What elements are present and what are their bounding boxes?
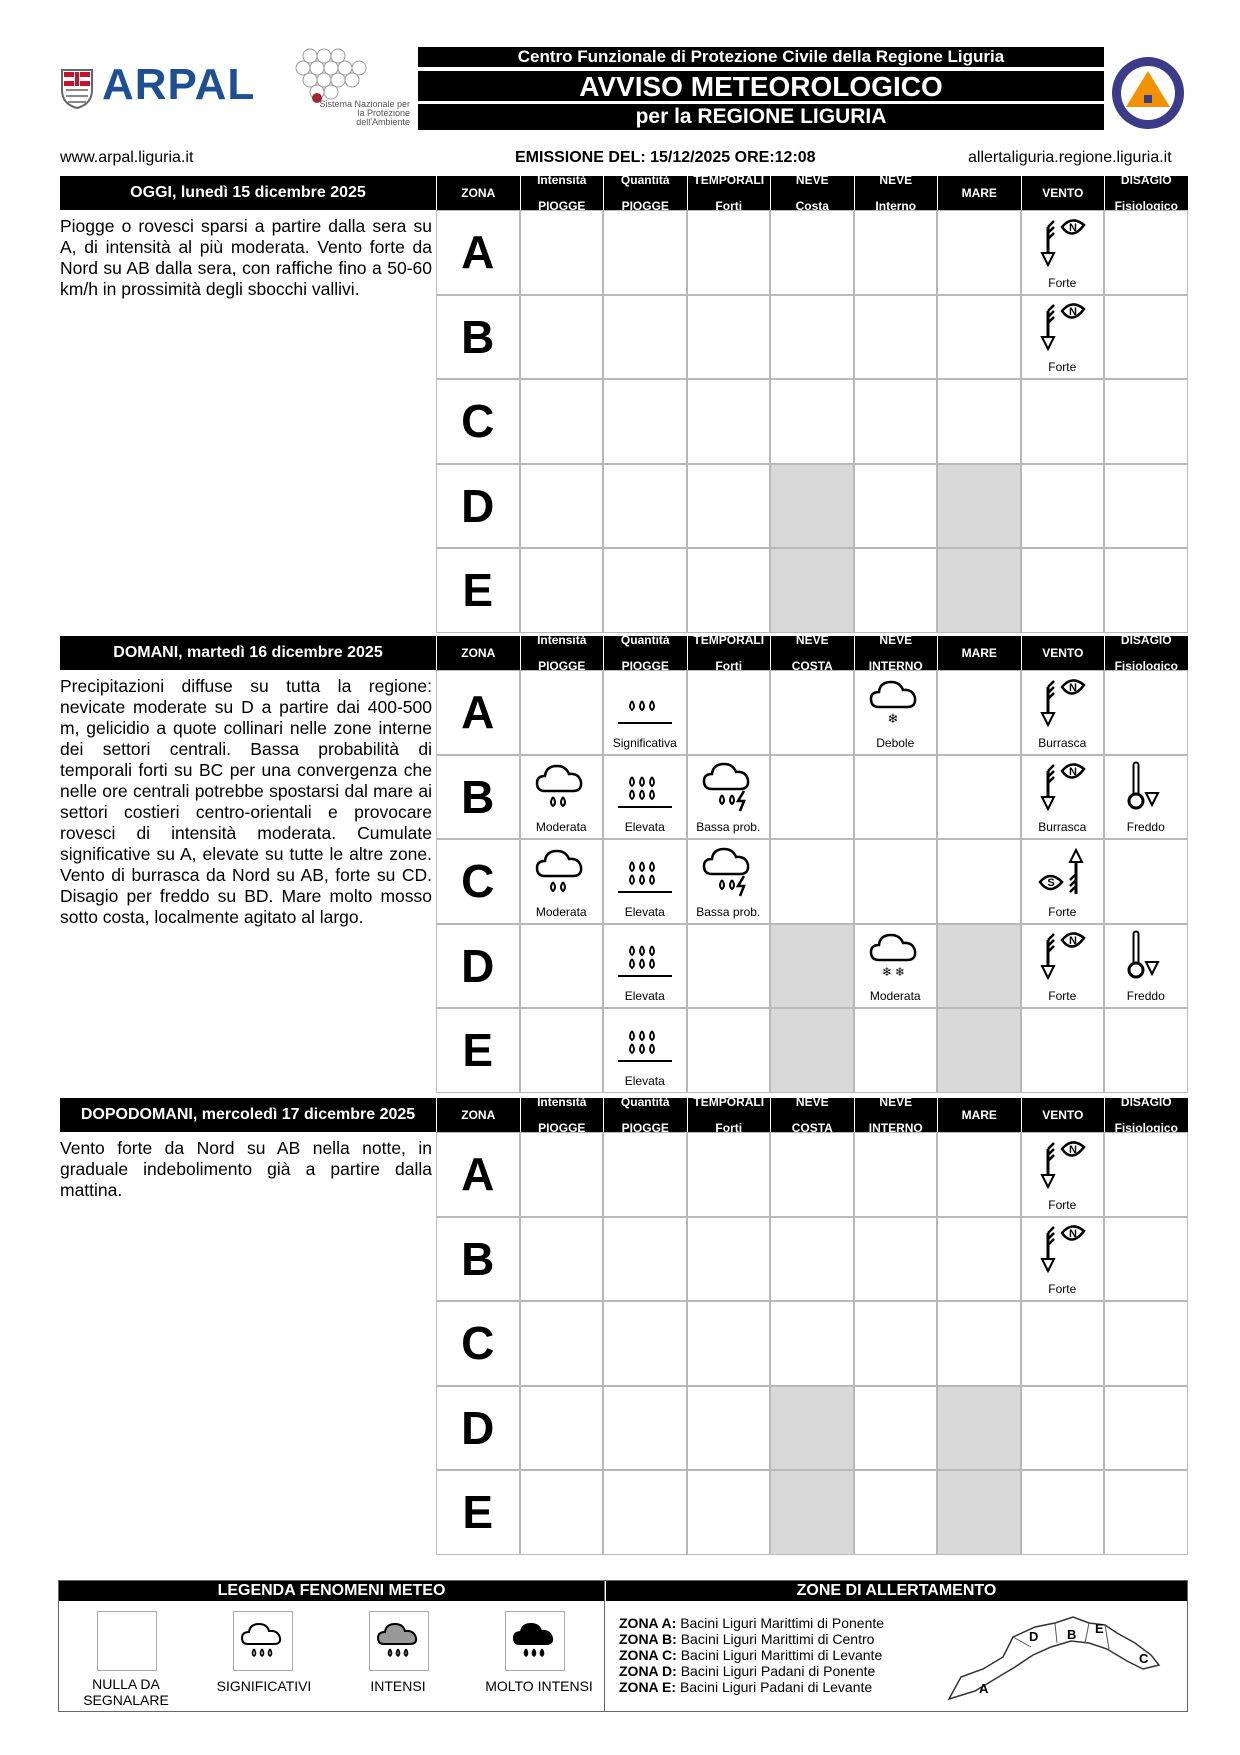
cell-b-qp [603,1217,687,1302]
cell-e-neve-int [854,548,938,633]
zones-title: ZONE DI ALLERTAMENTO [606,1581,1187,1601]
cell-a-mare [937,670,1021,755]
icon-label: Elevata [624,1073,665,1088]
zone-label-b: B [436,755,520,840]
cell-c-neve-costa [770,839,854,924]
cell-c-vento [1021,839,1105,924]
icon-label: Moderata [535,820,587,834]
col-header-neve-costa: NEVE Costa [770,176,854,210]
cell-e-neve-costa [770,548,854,633]
legend-label-nulla: NULLA DA SEGNALARE [83,1676,169,1708]
col-header-ip: Intensità PIOGGE [520,1098,604,1132]
cell-c-vento [1021,379,1105,464]
col-header-neve-costa: NEVE COSTA [770,1098,854,1132]
cell-a-neve-int [854,1132,938,1217]
liguria-zones-map [939,1603,1179,1708]
cell-e-neve-costa [770,1008,854,1093]
legend-swatch-intensi [369,1611,429,1671]
cell-e-neve-int [854,1008,938,1093]
cell-b-mare [937,755,1021,840]
thermometer-cold-icon [1118,930,1174,987]
icon-label: Freddo [1126,989,1165,1003]
map-label-e: E [1095,1621,1104,1636]
protezione-civile-logo [1110,55,1186,131]
cell-c-neve-int [854,379,938,464]
zone-label-e: E [436,1470,520,1555]
cell-e-vento [1021,1008,1105,1093]
cell-d-disagio [1104,1386,1188,1471]
col-header-qp: Quantità PIOGGE [603,176,687,210]
zone-line-c: ZONA C: Bacini Liguri Marittimi di Levante [619,1647,883,1663]
col-header-neve-int: NEVE INTERNO [854,636,938,670]
zone-label-e: E [436,1008,520,1093]
col-header-temp: TEMPORALI Forti [687,636,771,670]
cell-e-qp [603,1008,687,1093]
cell-e-neve-int [854,1470,938,1555]
cell-a-neve-costa [770,210,854,295]
svg-text:N: N [1069,681,1078,694]
cell-d-neve-int [854,464,938,549]
wind-south-icon [1034,846,1090,903]
snow-cloud-icon [867,677,923,734]
cell-a-neve-int [854,670,938,755]
day-title: DOMANI, martedì 16 dicembre 2025 [60,636,436,670]
cell-a-temp [687,210,771,295]
arpal-logo-text: ARPAL [102,60,256,109]
cell-c-qp [603,1301,687,1386]
cell-e-ip [520,1470,604,1555]
rain-cloud-icon [533,846,589,903]
cell-b-vento [1021,1217,1105,1302]
legend-title: LEGENDA FENOMENI METEO [59,1581,604,1601]
svg-text:N: N [1069,1228,1078,1240]
cell-a-vento [1021,1132,1105,1217]
protezione-civile-icon [1110,55,1186,131]
emission-date: EMISSIONE DEL: 15/12/2025 ORE:12:08 [515,149,816,166]
legend-swatch-nulla [97,1611,157,1671]
cell-b-neve-int [854,295,938,380]
cell-e-disagio [1104,1008,1188,1093]
cell-d-mare [937,464,1021,549]
map-label-d: D [1029,1629,1039,1644]
cell-d-mare [937,924,1021,1009]
col-header-qp: Quantità PIOGGE [603,1098,687,1132]
cell-a-ip [520,1132,604,1217]
cell-a-qp [603,210,687,295]
thunderstorm-icon [700,761,756,818]
col-header-mare: MARE [937,636,1021,670]
cell-a-ip [520,210,604,295]
day-description: Piogge o rovesci sparsi a partire dalla sera su A, di intensità al più moderata. Vento forte da Nord su AB dalla sera, con raffiche fino a 50-60 km/h in prossimità degli sbocchi vallivi. [60,216,432,299]
zone-label-e: E [436,548,520,633]
thunderstorm-icon [700,846,756,903]
cell-c-mare [937,839,1021,924]
cell-b-neve-int [854,1217,938,1302]
cell-d-neve-costa [770,1386,854,1471]
cell-b-disagio [1104,1217,1188,1302]
cell-a-qp [603,1132,687,1217]
cell-d-neve-costa [770,464,854,549]
rain-cloud-light-icon [234,1612,290,1668]
svg-text:S: S [1047,876,1055,889]
zone-label-d: D [436,924,520,1009]
cell-c-disagio [1104,839,1188,924]
rain-cloud-heavy-icon [506,1612,562,1668]
wind-north-icon [1034,677,1090,734]
cell-a-disagio [1104,210,1188,295]
cell-b-ip [520,755,604,840]
cell-d-qp [603,464,687,549]
cell-b-vento [1021,295,1105,380]
zone-label-c: C [436,839,520,924]
header-line-1: Centro Funzionale di Protezione Civile della Regione Liguria [418,47,1104,67]
map-label-a: A [979,1681,989,1696]
rain-amount-icon [614,1027,676,1072]
icon-label: Freddo [1126,820,1165,834]
cell-c-disagio [1104,1301,1188,1386]
cell-e-mare [937,1008,1021,1093]
cell-a-temp [687,1132,771,1217]
col-header-mare: MARE [937,176,1021,210]
rain-amount-icon [614,942,676,987]
day-title: DOPODOMANI, mercoledì 17 dicembre 2025 [60,1098,436,1132]
cell-b-mare [937,1217,1021,1302]
cell-d-temp [687,1386,771,1471]
wind-north-icon [1034,1139,1090,1196]
legend-label-significativi: SIGNIFICATIVI [216,1678,312,1694]
cell-e-temp [687,1470,771,1555]
cell-b-disagio [1104,755,1188,840]
liguria-shield-icon [60,66,94,110]
zone-label-a: A [436,1132,520,1217]
cell-d-vento [1021,464,1105,549]
cell-c-qp [603,379,687,464]
cell-d-neve-int [854,924,938,1009]
cell-c-neve-costa [770,1301,854,1386]
legend-label-molto-intensi: MOLTO INTENSI [485,1678,593,1694]
cell-a-disagio [1104,670,1188,755]
header-subtitle: per la REGIONE LIGURIA [418,104,1104,130]
svg-text:❄: ❄ [895,965,906,979]
icon-label: Elevata [624,820,665,834]
cell-b-mare [937,295,1021,380]
zone-line-b: ZONA B: Bacini Liguri Marittimi di Centro [619,1631,875,1647]
icon-label: Moderata [535,904,587,919]
cell-a-qp [603,670,687,755]
icon-label: Debole [876,735,915,750]
cell-a-disagio [1104,1132,1188,1217]
zone-label-c: C [436,379,520,464]
col-header-temp: TEMPORALI Forti [687,1098,771,1132]
cell-a-neve-costa [770,670,854,755]
legend-label-intensi: INTENSI [370,1678,426,1694]
col-header-mare: MARE [937,1098,1021,1132]
cell-d-ip [520,464,604,549]
svg-text:❄: ❄ [887,711,899,727]
cell-d-ip [520,1386,604,1471]
cell-e-vento [1021,548,1105,633]
cell-a-temp [687,670,771,755]
cell-d-temp [687,924,771,1009]
cell-b-temp [687,1217,771,1302]
map-label-b: B [1067,1627,1077,1642]
col-header-disagio: DISAGIO Fisiologico [1104,1098,1188,1132]
cell-c-neve-int [854,839,938,924]
legend-divider [604,1581,605,1711]
snpa-text: Sistema Nazionale per la Protezione dell'Ambiente [319,99,410,127]
zone-line-a: ZONA A: Bacini Liguri Marittimi di Ponente [619,1615,885,1631]
legend-swatch-molto-intensi [505,1611,565,1671]
icon-label: Elevata [624,904,665,919]
cell-e-temp [687,548,771,633]
zone-label-a: A [436,670,520,755]
col-header-zona: ZONA [436,636,520,670]
svg-text:❄: ❄ [882,965,893,979]
cell-c-ip [520,1301,604,1386]
snpa-logo [288,46,416,132]
cell-d-disagio [1104,464,1188,549]
cell-c-ip [520,839,604,924]
cell-b-temp [687,755,771,840]
svg-text:N: N [1069,935,1078,947]
icon-label: Forte [1048,989,1077,1003]
col-header-neve-int: NEVE INTERNO [854,1098,938,1132]
wind-north-icon [1034,301,1090,358]
col-header-vento: VENTO [1021,1098,1105,1132]
cell-a-vento [1021,670,1105,755]
cell-d-neve-int [854,1386,938,1471]
cell-b-ip [520,295,604,380]
col-header-disagio: DISAGIO Fisiologico [1104,176,1188,210]
cell-a-neve-costa [770,1132,854,1217]
cell-d-disagio [1104,924,1188,1009]
cell-e-ip [520,548,604,633]
col-header-qp: Quantità PIOGGE [603,636,687,670]
col-header-ip: Intensità PIOGGE [520,176,604,210]
cell-a-neve-int [854,210,938,295]
cell-d-temp [687,464,771,549]
cell-e-neve-costa [770,1470,854,1555]
cell-e-qp [603,548,687,633]
day-description: Vento forte da Nord su AB nella notte, in graduale indebolimento già a partire dalla mattina. [60,1138,432,1200]
cell-c-neve-int [854,1301,938,1386]
col-header-vento: VENTO [1021,176,1105,210]
icon-label: Moderata [869,989,921,1003]
legend-box [58,1580,1188,1712]
rain-amount-icon [614,858,676,903]
cell-e-mare [937,548,1021,633]
wind-north-icon [1034,217,1090,274]
col-header-vento: VENTO [1021,636,1105,670]
cell-b-qp [603,295,687,380]
header-title: AVVISO METEOROLOGICO [418,71,1104,101]
icon-label: Burrasca [1038,820,1087,834]
cell-b-neve-costa [770,755,854,840]
wind-north-icon [1034,761,1090,818]
cell-d-qp [603,1386,687,1471]
cell-e-disagio [1104,548,1188,633]
icon-label: Forte [1048,360,1077,374]
day-title: OGGI, lunedì 15 dicembre 2025 [60,176,436,210]
cell-c-disagio [1104,379,1188,464]
cell-d-vento [1021,924,1105,1009]
zone-label-b: B [436,1217,520,1302]
cell-c-qp [603,839,687,924]
cell-d-qp [603,924,687,1009]
svg-text:N: N [1069,766,1078,778]
cell-e-qp [603,1470,687,1555]
zone-line-d: ZONA D: Bacini Liguri Padani di Ponente [619,1663,876,1679]
snow-cloud-icon [867,930,923,987]
map-label-c: C [1139,1651,1149,1666]
icon-label: Forte [1048,1197,1077,1212]
zone-label-a: A [436,210,520,295]
cell-c-temp [687,839,771,924]
cell-b-neve-costa [770,1217,854,1302]
svg-text:N: N [1069,221,1078,234]
cell-c-vento [1021,1301,1105,1386]
cell-c-ip [520,379,604,464]
col-header-ip: Intensità PIOGGE [520,636,604,670]
icon-label: Elevata [624,989,665,1003]
cell-d-ip [520,924,604,1009]
cell-e-vento [1021,1470,1105,1555]
icon-label: Forte [1048,904,1077,919]
cell-e-temp [687,1008,771,1093]
cell-c-temp [687,379,771,464]
legend-swatch-significativi [233,1611,293,1671]
day-description: Precipitazioni diffuse su tutta la regione: nevicate moderate su D a partire dai 400-500 m, gelicidio a quote collinari nelle zone interne dei settori centrali. Bassa probabilità di temporali forti su BC per una convergenza che nelle ore centrali potrebbe spostarsi dal mare ai settori costieri centro-orientali e provocare rovesci di intensità moderata. Cumulate significative su A, elevate su tutte le altre zone. Vento di burrasca da Nord su AB, forte su CD. Disagio per freddo su BD. Mare molto mosso sotto costa, localmente agitato al largo. [60,676,432,927]
icon-label: Bassa prob. [696,904,761,919]
icon-label: Forte [1048,275,1077,290]
cell-c-neve-costa [770,379,854,464]
cell-b-vento [1021,755,1105,840]
svg-text:N: N [1069,306,1078,318]
wind-north-icon [1034,930,1090,987]
icon-label: Significativa [612,735,677,750]
col-header-zona: ZONA [436,176,520,210]
icon-label: Bassa prob. [696,820,761,834]
website-right[interactable]: allertaliguria.regione.liguria.it [968,149,1172,166]
col-header-neve-costa: NEVE COSTA [770,636,854,670]
cell-b-temp [687,295,771,380]
cell-a-vento [1021,210,1105,295]
cell-b-neve-int [854,755,938,840]
zone-label-b: B [436,295,520,380]
rain-cloud-medium-icon [370,1612,426,1668]
cell-e-ip [520,1008,604,1093]
cell-d-mare [937,1386,1021,1471]
thermometer-cold-icon [1118,761,1174,818]
col-header-zona: ZONA [436,1098,520,1132]
zone-line-e: ZONA E: Bacini Liguri Padani di Levante [619,1679,873,1695]
icon-label: Burrasca [1038,735,1087,750]
rain-amount-icon [614,773,676,818]
hexagon-network-icon [292,46,372,104]
col-header-disagio: DISAGIO Fisiologico [1104,636,1188,670]
cell-b-ip [520,1217,604,1302]
svg-text:N: N [1069,1143,1078,1156]
col-header-neve-int: NEVE Interno [854,176,938,210]
rain-cloud-icon [533,761,589,818]
zone-label-d: D [436,464,520,549]
cell-e-mare [937,1470,1021,1555]
cell-b-disagio [1104,295,1188,380]
zone-list [619,1615,919,1695]
zone-label-c: C [436,1301,520,1386]
cell-b-neve-costa [770,295,854,380]
cell-c-mare [937,1301,1021,1386]
zone-label-d: D [436,1386,520,1471]
cell-a-ip [520,670,604,755]
cell-c-temp [687,1301,771,1386]
cell-a-mare [937,210,1021,295]
cell-d-vento [1021,1386,1105,1471]
col-header-temp: TEMPORALI Forti [687,176,771,210]
cell-a-mare [937,1132,1021,1217]
cell-e-disagio [1104,1470,1188,1555]
cell-c-mare [937,379,1021,464]
cell-d-neve-costa [770,924,854,1009]
arpal-logo [60,60,260,116]
website-left[interactable]: www.arpal.liguria.it [60,149,194,166]
wind-north-icon [1034,1223,1090,1280]
icon-label: Forte [1048,1282,1077,1296]
rain-amount-icon [614,689,676,734]
cell-b-qp [603,755,687,840]
